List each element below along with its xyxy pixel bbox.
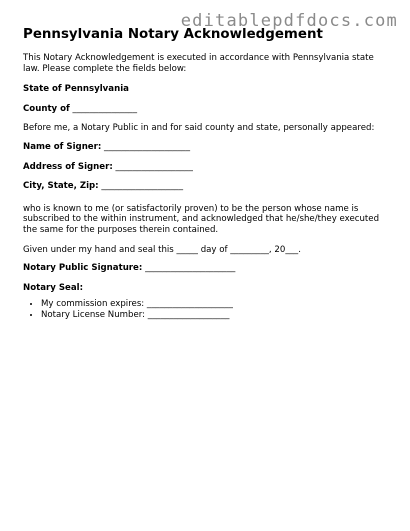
page-title: Pennsylvania Notary Acknowledgement (23, 27, 323, 42)
city-state-zip-line (23, 181, 393, 192)
address-of-signer-line (23, 162, 393, 173)
name-of-signer-line (23, 142, 393, 153)
county-field[interactable]: _______________ (72, 103, 137, 114)
city-state-zip-label: City, State, Zip: (23, 181, 99, 192)
known-statement-text: who is known to me (or satisfactorily proven) to be the person whose name is subscribed to the within instrument, and acknowledged that he/she/they executed the same for the purposes therein contained. (23, 203, 380, 235)
intro-text: This Notary Acknowledgement is executed in accordance with Pennsylvania state law. Please complete the fields below: (23, 53, 374, 74)
watermark: editablepdfdocs.com (180, 11, 398, 31)
list-item-commission-expires[interactable]: • My commission expires: ____________________ (41, 299, 393, 310)
address-of-signer-label: Address of Signer: (23, 161, 113, 172)
name-of-signer-field[interactable]: ____________________ (104, 141, 190, 152)
notary-signature-label: Notary Public Signature: (23, 263, 143, 274)
county-line (23, 104, 393, 115)
document-body (23, 27, 393, 321)
notary-signature-line (23, 263, 393, 274)
name-of-signer-label: Name of Signer: (23, 141, 102, 152)
list-item-license-number[interactable]: • Notary License Number: ___________________ (41, 310, 393, 321)
before-me-text: Before me, a Notary Public in and for said county and state, personally appeared: (23, 123, 375, 134)
state-label: State of Pennsylvania (23, 84, 129, 95)
city-state-zip-field[interactable]: ___________________ (101, 181, 183, 192)
county-label: County of (23, 103, 70, 114)
address-of-signer-field[interactable]: __________________ (115, 161, 193, 172)
notary-seal-label: Notary Seal: (23, 282, 84, 293)
notary-signature-field[interactable]: _____________________ (145, 263, 236, 274)
given-under-line: Given under my hand and seal this _____ day of _________, 20___. (23, 244, 301, 255)
notary-details-list (23, 299, 393, 320)
